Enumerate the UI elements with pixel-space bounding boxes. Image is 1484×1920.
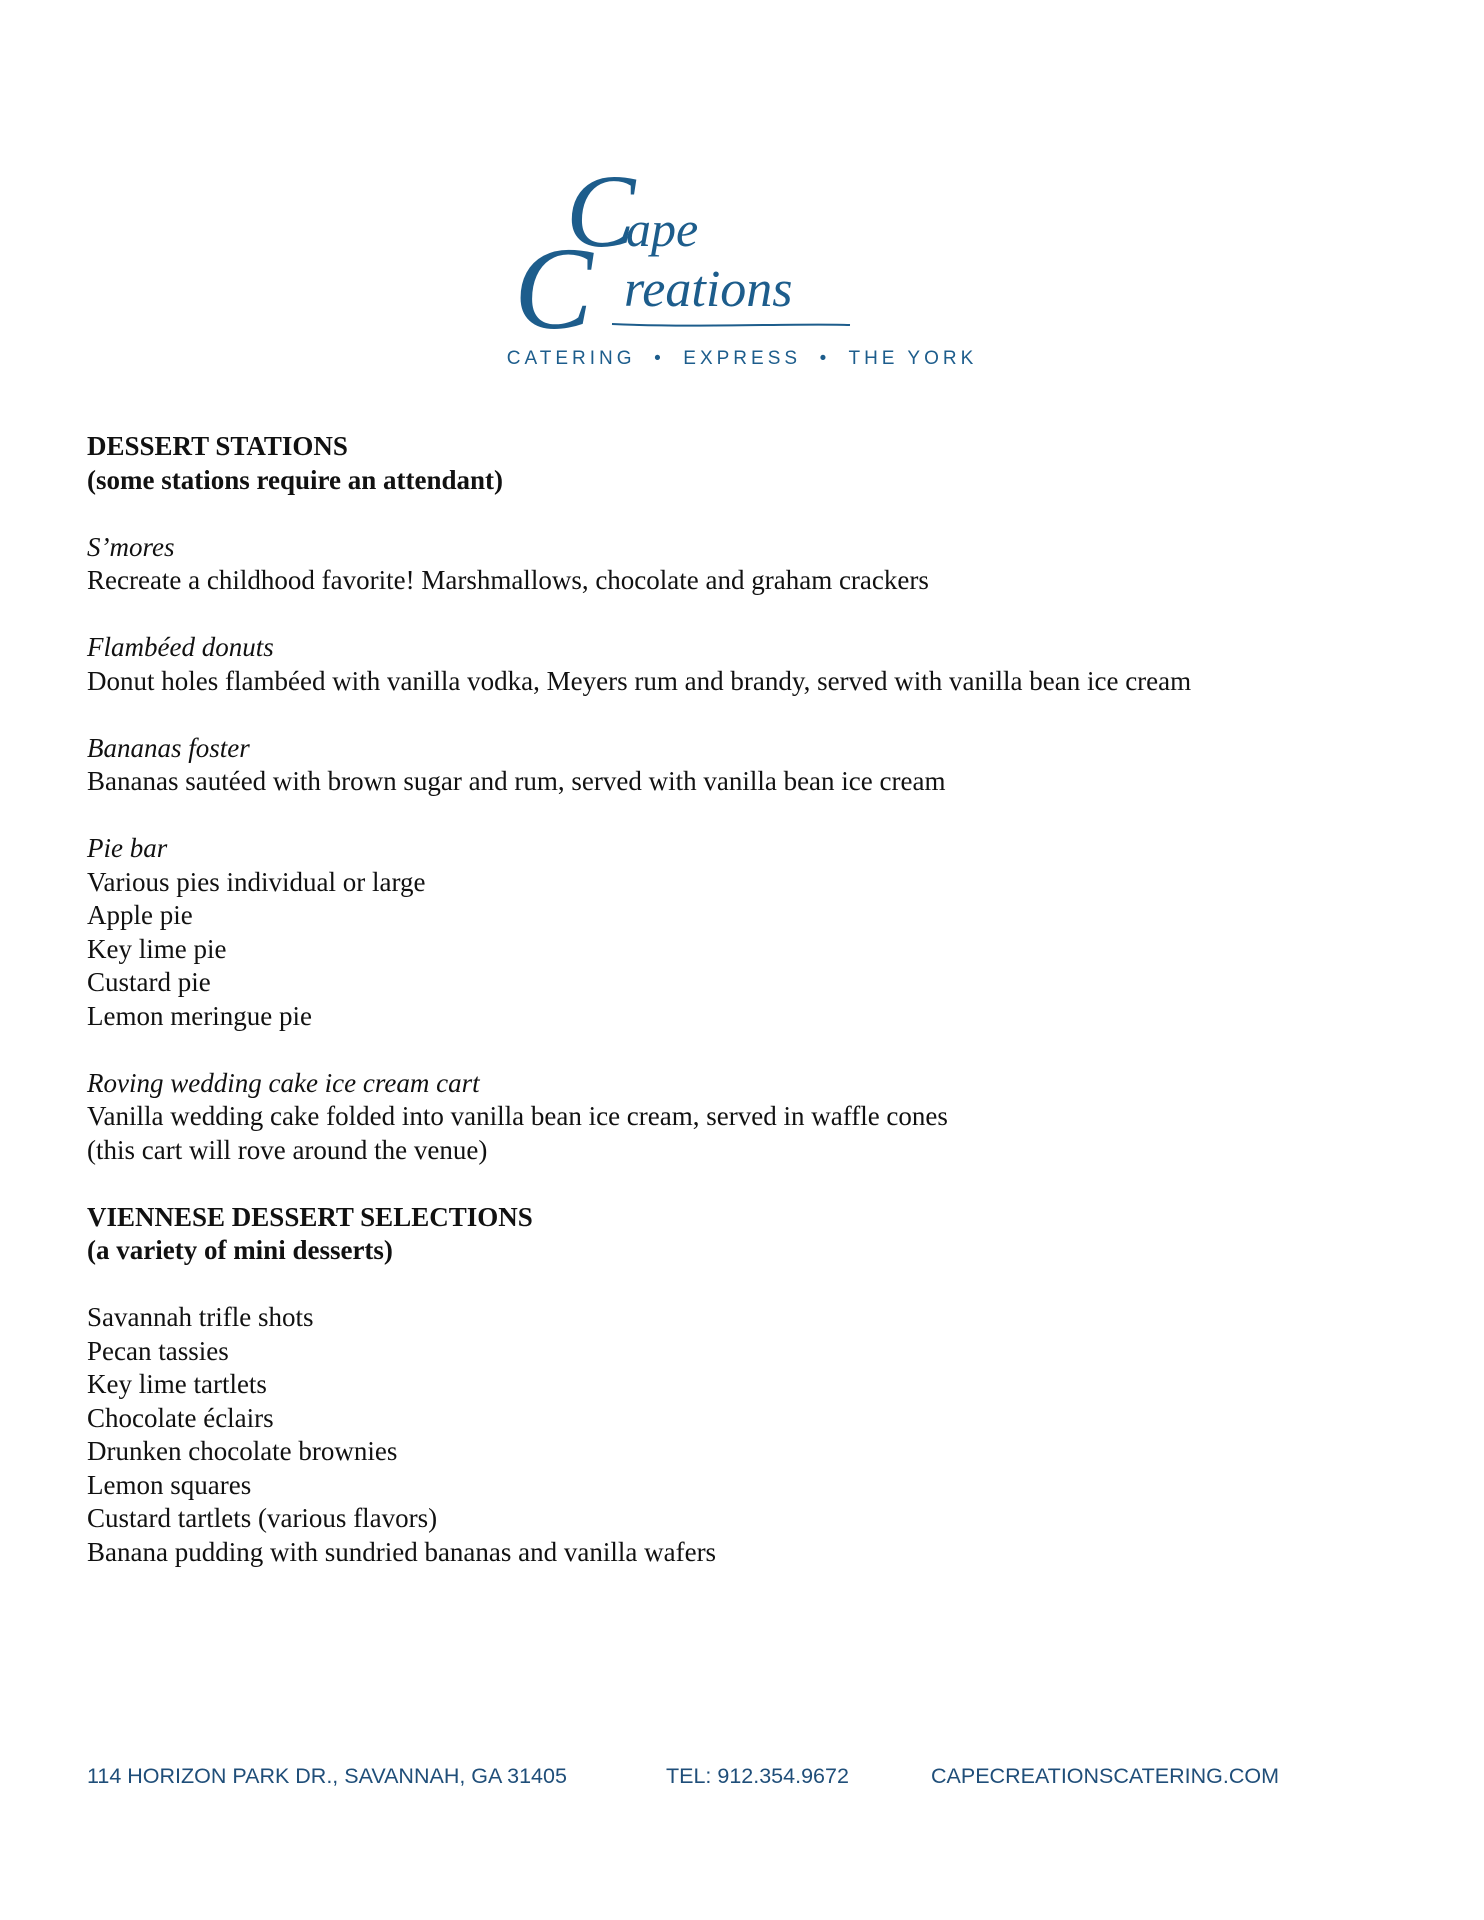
footer-website: CAPECREATIONSCATERING.COM	[931, 1764, 1280, 1788]
viennese-item: Custard tartlets (various flavors)	[87, 1503, 438, 1533]
ice-cream-cart-name: Roving wedding cake ice cream cart	[87, 1067, 480, 1098]
ice-cream-cart-note: (this cart will rove around the venue)	[87, 1134, 488, 1165]
logo-cape-c-glyph: C	[566, 166, 636, 269]
dessert-stations-subheading: (some stations require an attendant)	[87, 464, 503, 495]
logo-creations-text: reations	[624, 261, 793, 318]
viennese-item: Chocolate éclairs	[87, 1402, 274, 1433]
footer-phone: TEL: 912.354.9672	[666, 1764, 849, 1788]
pie-bar-line: Custard pie	[87, 967, 211, 997]
ice-cream-cart-description: Vanilla wedding cake folded into vanilla bean ice cream, served in waffle cones	[87, 1101, 948, 1131]
dessert-stations-heading: DESSERT STATIONS	[87, 431, 348, 461]
menu-content	[87, 430, 1407, 1569]
viennese-item: Savannah trifle shots	[87, 1302, 314, 1332]
viennese-item: Pecan tassies	[87, 1335, 229, 1366]
donuts-name: Flambéed donuts	[87, 632, 274, 662]
pie-bar-line: Lemon meringue pie	[87, 1000, 312, 1031]
smores-description: Recreate a childhood favorite! Marshmallows, chocolate and graham crackers	[87, 565, 929, 595]
logo-tagline: CATERING • EXPRESS • THE YORK	[506, 348, 978, 369]
logo-underline	[612, 324, 850, 326]
pie-bar-line: Various pies individual or large	[87, 866, 426, 897]
pie-bar-line: Key lime pie	[87, 933, 227, 964]
pie-bar-name: Pie bar	[87, 833, 168, 863]
donuts-description: Donut holes flambéed with vanilla vodka, Meyers rum and brandy, served with vanilla bean ice cream	[87, 665, 1192, 696]
viennese-subheading: (a variety of mini desserts)	[87, 1235, 393, 1265]
pie-bar-line: Apple pie	[87, 900, 193, 930]
viennese-item: Key lime tartlets	[87, 1369, 267, 1399]
viennese-item: Lemon squares	[87, 1469, 252, 1500]
viennese-item: Banana pudding with sundried bananas and vanilla wafers	[87, 1536, 717, 1567]
footer-address: 114 HORIZON PARK DR., SAVANNAH, GA 31405	[87, 1764, 567, 1788]
viennese-item: Drunken chocolate brownies	[87, 1436, 398, 1466]
viennese-heading: VIENNESE DESSERT SELECTIONS	[87, 1201, 533, 1232]
bananas-foster-name: Bananas foster	[87, 732, 250, 763]
logo-cape-text: ape	[626, 201, 699, 257]
logo-creations-c-glyph: C	[514, 223, 593, 354]
smores-name: S’mores	[87, 531, 175, 562]
bananas-foster-description: Bananas sautéed with brown sugar and rum, served with vanilla bean ice cream	[87, 766, 946, 796]
